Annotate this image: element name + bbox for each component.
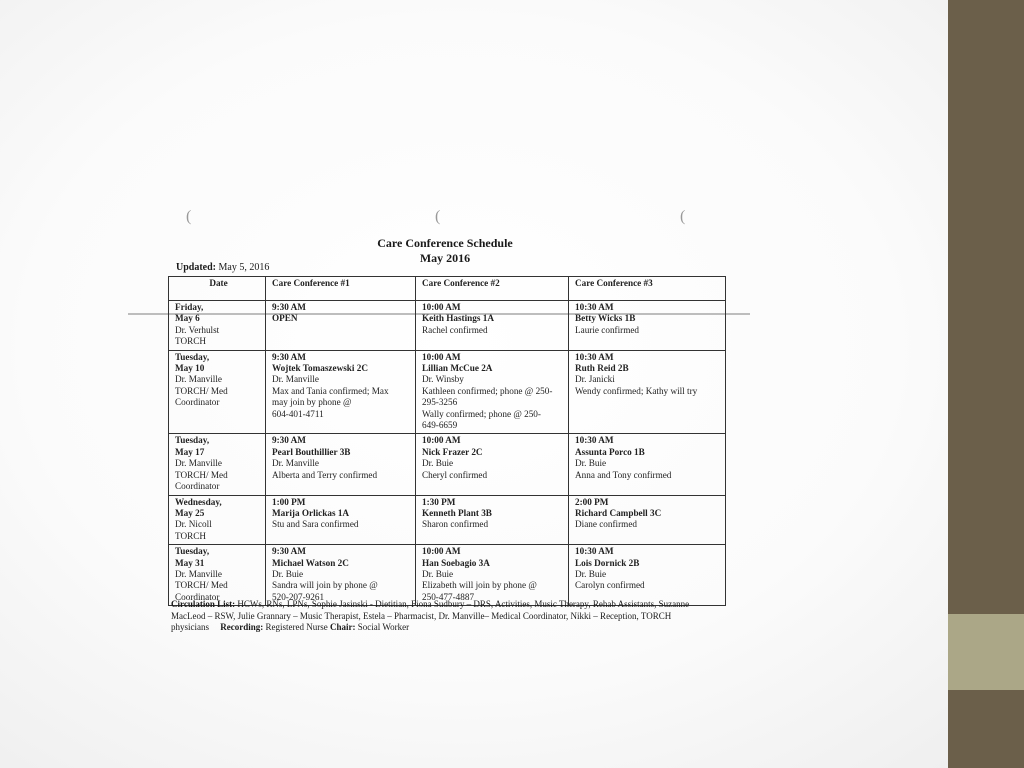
conference-resident: Lillian McCue 2A: [422, 363, 493, 374]
conference-cell-3: [569, 545, 726, 606]
header-conference-3: Care Conference #3: [569, 277, 726, 301]
circulation-text: HCWs, RNs, LPNs, Sophie Jasinski - Dietitian, Fiona Sudbury – DRS, Activities, Music Therapy, Rehab Assistants, Suzanne MacLeod – RSW, Julie Grannary – Music Therapist, Estela – Pharmacist, Dr. Manville– Medical Coordinator, Nikki – Reception, TORCH physicians: [171, 599, 690, 633]
conference-time: 9:30 AM: [272, 435, 306, 446]
conference-resident: Assunta Porco 1B: [575, 446, 645, 457]
table-row: [169, 434, 726, 495]
conference-time: 10:00 AM: [422, 435, 461, 446]
conference-resident: Wojtek Tomaszewski 2C: [272, 363, 368, 374]
date-extra: Coordinator: [175, 481, 220, 492]
date-day: Tuesday,: [175, 546, 210, 557]
date-cell: [169, 495, 266, 545]
conference-time: 10:30 AM: [575, 435, 614, 446]
date-doctor: Dr. Manville: [175, 458, 222, 469]
conference-note: Alberta and Terry confirmed: [272, 469, 378, 480]
conference-time: 1:00 PM: [272, 496, 306, 507]
table-row: [169, 545, 726, 606]
date-date: May 17: [175, 446, 205, 457]
conference-doctor: Dr. Buie: [422, 568, 454, 579]
date-extra: TORCH/ Med: [175, 469, 228, 480]
conference-resident: Kenneth Plant 3B: [422, 507, 492, 518]
table-row: [169, 495, 726, 545]
conference-note: Kathleen confirmed; phone @ 250-: [422, 385, 553, 396]
date-doctor: Dr. Manville: [175, 374, 222, 385]
right-decor-bar: [948, 0, 1024, 768]
document-title: [345, 236, 545, 266]
punch-mark-right: (: [680, 208, 686, 225]
conference-note: Wally confirmed; phone @ 250-: [422, 408, 541, 419]
date-day: Friday,: [175, 302, 204, 312]
conference-resident: Pearl Bouthillier 3B: [272, 446, 351, 457]
date-date: May 10: [175, 363, 205, 374]
conference-cell-2: [416, 301, 569, 351]
conference-doctor: Dr. Winsby: [422, 374, 464, 385]
conference-time: 1:30 PM: [422, 496, 456, 507]
conference-time: 10:00 AM: [422, 302, 461, 312]
recording-value: Registered Nurse: [265, 622, 328, 633]
conference-cell-1: [266, 434, 416, 495]
header-conference-2: Care Conference #2: [416, 277, 569, 301]
conference-note: Elizabeth will join by phone @: [422, 580, 537, 591]
conference-resident: Nick Frazer 2C: [422, 446, 483, 457]
conference-doctor: Dr. Buie: [575, 458, 607, 469]
schedule-title: Care Conference Schedule: [377, 236, 513, 250]
conference-cell-2: [416, 545, 569, 606]
conference-note: Sandra will join by phone @: [272, 580, 378, 591]
schedule-subtitle: May 2016: [419, 251, 471, 265]
conference-note: Sharon confirmed: [422, 519, 489, 530]
conference-cell-3: [569, 350, 726, 434]
conference-time: 10:30 AM: [575, 351, 614, 362]
conference-cell-1: [266, 545, 416, 606]
conference-doctor: Dr. Manville: [272, 374, 319, 385]
header-conference-1: Care Conference #1: [266, 277, 416, 301]
updated-label: Updated:: [176, 262, 217, 273]
date-date: May 31: [175, 557, 205, 568]
conference-time: 10:30 AM: [575, 302, 614, 312]
conference-time: 10:00 AM: [422, 546, 461, 557]
recording-label: Recording:: [220, 622, 264, 633]
updated-line: [176, 262, 269, 273]
conference-note: 604-401-4711: [272, 408, 324, 419]
date-day: Tuesday,: [175, 351, 210, 362]
conference-note: Wendy confirmed; Kathy will try: [575, 385, 698, 396]
date-day: Wednesday,: [175, 496, 222, 507]
conference-resident: Lois Dornick 2B: [575, 557, 640, 568]
table-header-row: [169, 277, 726, 301]
date-extra: Coordinator: [175, 591, 220, 602]
conference-time: 10:30 AM: [575, 546, 614, 557]
date-date: May 25: [175, 507, 205, 518]
conference-cell-3: [569, 434, 726, 495]
conference-note: 649-6659: [422, 420, 458, 431]
conference-note: Max and Tania confirmed; Max: [272, 385, 389, 396]
schedule-table: [168, 276, 726, 606]
chair-label: Chair:: [329, 622, 356, 633]
conference-resident: Richard Campbell 3C: [575, 507, 662, 518]
date-doctor: Dr. Verhulst: [175, 324, 220, 335]
conference-resident: Michael Watson 2C: [272, 557, 349, 568]
conference-note: 520-207-9261: [272, 591, 325, 602]
right-decor-accent: [948, 614, 1024, 690]
conference-cell-2: [416, 434, 569, 495]
date-date: May 6: [175, 313, 200, 324]
punch-mark-left: (: [186, 208, 192, 225]
conference-doctor: Dr. Manville: [272, 458, 319, 469]
conference-cell-2: [416, 350, 569, 434]
conference-note: 295-3256: [422, 397, 458, 408]
conference-note: Diane confirmed: [575, 519, 637, 530]
chair-value: Social Worker: [357, 622, 410, 633]
conference-cell-3: [569, 301, 726, 351]
date-doctor: Dr. Nicoll: [175, 519, 212, 530]
date-cell: [169, 301, 266, 351]
conference-doctor: Dr. Buie: [575, 568, 607, 579]
conference-time: 9:30 AM: [272, 351, 306, 362]
date-day: Tuesday,: [175, 435, 210, 446]
conference-note: Rachel confirmed: [422, 324, 488, 335]
header-date: Date: [169, 277, 266, 301]
conference-time: 10:00 AM: [422, 351, 461, 362]
conference-resident: Han Soebagio 3A: [422, 557, 490, 568]
date-cell: [169, 434, 266, 495]
conference-time: 9:30 AM: [272, 546, 306, 557]
updated-value: May 5, 2016: [218, 262, 270, 273]
conference-cell-3: [569, 495, 726, 545]
conference-resident: Ruth Reid 2B: [575, 363, 629, 374]
conference-note: 250-477-4887: [422, 591, 475, 602]
conference-note: Anna and Tony confirmed: [575, 469, 672, 480]
circulation-section: [171, 599, 701, 634]
conference-doctor: Dr. Buie: [272, 568, 304, 579]
conference-cell-1: [266, 495, 416, 545]
date-cell: [169, 545, 266, 606]
conference-resident: Betty Wicks 1B: [575, 313, 636, 324]
schedule-body: [169, 301, 726, 606]
conference-time: 9:30 AM: [272, 302, 306, 312]
conference-resident: OPEN: [272, 313, 298, 324]
conference-note: Carolyn confirmed: [575, 580, 645, 591]
date-cell: [169, 350, 266, 434]
conference-time: 2:00 PM: [575, 496, 609, 507]
conference-note: Cheryl confirmed: [422, 469, 488, 480]
date-extra: TORCH: [175, 336, 206, 347]
date-extra: Coordinator: [175, 397, 220, 408]
date-doctor: Dr. Manville: [175, 568, 222, 579]
conference-cell-2: [416, 495, 569, 545]
table-row: [169, 350, 726, 434]
conference-doctor: Dr. Janicki: [575, 374, 615, 385]
date-extra: TORCH/ Med: [175, 580, 228, 591]
conference-note: Laurie confirmed: [575, 324, 640, 335]
conference-cell-1: [266, 350, 416, 434]
conference-resident: Marija Orlickas 1A: [272, 507, 350, 518]
punch-mark-center: (: [435, 208, 441, 225]
conference-doctor: Dr. Buie: [422, 458, 454, 469]
date-extra: TORCH/ Med: [175, 385, 228, 396]
conference-note: Stu and Sara confirmed: [272, 519, 359, 530]
circulation-label: Circulation List:: [171, 599, 236, 609]
date-extra: TORCH: [175, 530, 206, 541]
conference-cell-1: [266, 301, 416, 351]
table-row: [169, 301, 726, 351]
conference-note: may join by phone @: [272, 397, 352, 408]
conference-resident: Keith Hastings 1A: [422, 313, 494, 324]
